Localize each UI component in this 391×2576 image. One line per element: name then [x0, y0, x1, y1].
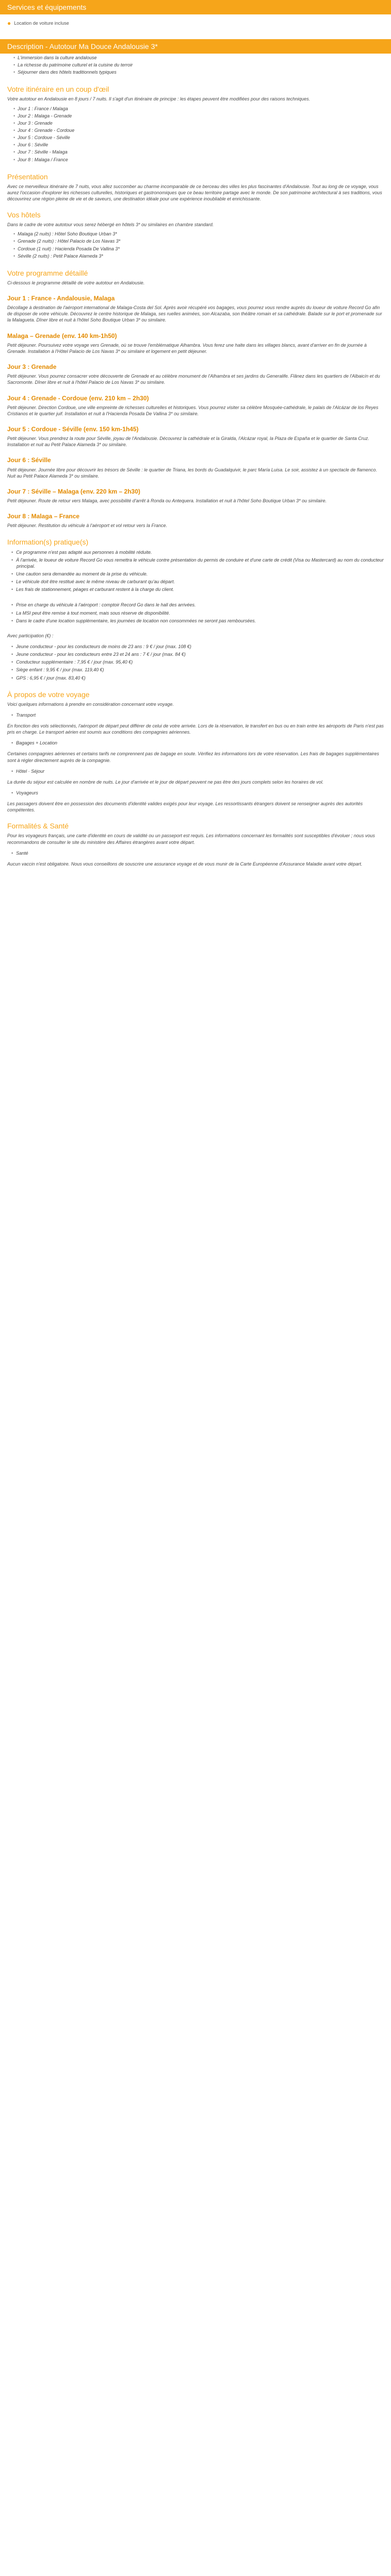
day6-title: Jour 6 : Séville [7, 456, 51, 464]
transport-label: • Transport [17, 712, 384, 718]
day3-text: Petit déjeuner. Vous pourrez consacrer votre découverte de Grenade et au célèbre monument de l'Alhambra et ses jardins du Generalife. Flânez dans les quartiers de l'Albaicín et du Sacromonte. Dîner libre et nuit à l'hôtel Palacio de Los Navas 3* ou similaire. [7, 374, 380, 385]
participation-item: • Conducteur supplémentaire : 7,95 € / jour (max. 95,40 €) [17, 659, 384, 665]
itinerary-day: • Jour 3 : Grenade [19, 120, 384, 126]
description-bullet: • La richesse du patrimoine culturel et la cuisine du terroir [19, 62, 384, 68]
bagages-text: Certaines compagnies aériennes et certains tarifs ne comprennent pas de bagage en soute. Vérifiez les informations lors de votre réservation. Les frais de bagages supplémentaires sont à régler directement auprès de la compagnie. [7, 751, 379, 763]
itinerary-day: • Jour 5 : Cordoue - Séville [19, 134, 384, 141]
day7-title: Jour 7 : Séville – Malaga (env. 220 km – 2h30) [7, 487, 140, 495]
info-title: Information(s) pratique(s) [7, 537, 89, 546]
itinerary-day: • Jour 4 : Grenade - Cordoue [19, 127, 384, 133]
day8-title: Jour 8 : Malaga – France [7, 513, 80, 520]
day2-title: Malaga – Grenade (env. 140 km-1h50) [7, 332, 117, 340]
program-title: Votre programme détaillé [7, 268, 88, 277]
location-label: Location de voiture incluse [14, 20, 69, 26]
day5-title: Jour 5 : Cordoue - Séville (env. 150 km-1h45) [7, 425, 139, 433]
presentation-title: Présentation [7, 172, 48, 181]
day7-text: Petit déjeuner. Route de retour vers Malaga, avec possibilité d'arrêt à Ronda ou Antequera. Installation et nuit à l'hôtel Soho Boutique Urban 3* ou similaire. [7, 498, 327, 504]
description-bullets [0, 54, 391, 78]
hotels-intro: Dans le cadre de votre autotour vous serez hébergé en hôtels 3* ou similaires en chambre standard. [7, 222, 214, 228]
participation-item: • GPS : 6,95 € / jour (max. 83,40 €) [17, 675, 384, 681]
info-item: • Les frais de stationnement, péages et carburant restent à la charge du client. [17, 586, 384, 592]
about-title: À propos de votre voyage [7, 690, 90, 699]
info-extra-list [0, 599, 391, 626]
day5-text: Petit déjeuner. Vous prendrez la route pour Séville, joyau de l'Andalousie. Découvrez la cathédrale et la Giralda, l'Alcázar royal, la Plaza de España et le quartier de Santa Cruz. Installation et nuit au Petit Palace Alameda 3* ou similaire. [7, 436, 369, 448]
itinerary-day: • Jour 1 : France / Malaga [19, 106, 384, 112]
page [0, 0, 391, 867]
hotel-label: • Hôtel · Séjour [17, 768, 384, 774]
info-extra-item: • Dans le cadre d'une location supplémentaire, les journées de location non consommées ne seront pas remboursées. [17, 618, 384, 624]
participation-item: • Jeune conducteur - pour les conducteurs de moins de 23 ans : 9 € / jour (max. 108 €) [17, 643, 384, 650]
program-intro: Ci-dessous le programme détaillé de votre autotour en Andalousie. [7, 280, 145, 285]
day3-title: Jour 3 : Grenade [7, 363, 57, 371]
formalites-text: Pour les voyageurs français, une carte d'identité en cours de validité ou un passeport est requis. Les informations concernant les formalités sont susceptibles d'évoluer ; nous vous recommandons de consulter le site du ministère des Affaires étrangères avant votre départ. [7, 833, 375, 845]
info-list [0, 547, 391, 596]
bagages-label: • Bagages + Location [17, 740, 384, 746]
day4-text: Petit déjeuner. Direction Cordoue, une ville empreinte de richesses culturelles et historiques. Vous pourrez visiter sa célèbre Mosquée-cathédrale, le palais de l'Alcázar de los Reyes Cristianos et le quartier juif. Installation et nuit à l'Hacienda Posada De Vallina 3* ou similaire. [7, 404, 379, 416]
itinerary-day: • Jour 2 : Malaga - Grenade [19, 113, 384, 119]
participation-list [0, 641, 391, 684]
participation-item: • Siège enfant : 9,95 € / jour (max. 119,40 €) [17, 667, 384, 673]
day4-title: Jour 4 : Grenade - Cordoue (env. 210 km – 2h30) [7, 394, 149, 402]
info-item: • Une caution sera demandée au moment de la prise du véhicule. [17, 571, 384, 577]
hotel-item: • Malaga (2 nuits) : Hôtel Soho Boutique Urban 3* [19, 231, 384, 237]
itinerary-day: • Jour 6 : Séville [19, 142, 384, 148]
participation-title: Avec participation (€) : [7, 633, 54, 638]
hotel-item: • Séville (2 nuits) : Petit Palace Alameda 3* [19, 253, 384, 259]
itinerary-day: • Jour 7 : Séville - Malaga [19, 149, 384, 155]
map-pin-icon: ● [7, 19, 11, 27]
itinerary-day: • Jour 8 : Malaga / France [19, 157, 384, 163]
day2-text: Petit déjeuner. Poursuivez votre voyage vers Grenade, où se trouve l'emblématique Alhambra. Vous ferez une halte dans les villages blancs, avant d'arriver en fin de journée à Grenade. Installation à l'Hôtel Palacio de Los Navas 3* ou similaire et logement en petit déjeuner. [7, 342, 367, 354]
presentation-text: Avec ce merveilleux itinéraire de 7 nuits, vous allez succomber au charme incomparable de ce berceau des villes les plus fascinantes d'Andalousie. Tout au long de ce voyage, vous aurez l'occasion d'explorer les richesses culturelles, historiques et gastronomiques que ce beau territoire partage avec le monde. De son patrimoine architectural à ses traditions, vous découvrirez une région pleine de vie et de saveurs, une destination idéale pour une expérience inoubliable et enrichissante. [7, 183, 382, 201]
hotel-item: • Grenade (2 nuits) : Hôtel Palacio de Los Navas 3* [19, 238, 384, 244]
day8-text: Petit déjeuner. Restitution du véhicule à l'aéroport et vol retour vers la France. [7, 523, 168, 529]
hotels-list [0, 230, 391, 262]
info-item: • À l'arrivée, le loueur de voiture Record Go vous remettra le véhicule contre présentation du permis de conduire et d'une carte de crédit (Visa ou Mastercard) au nom du conducteur principal. [17, 557, 384, 569]
transport-text: En fonction des vols sélectionnés, l'aéroport de départ peut différer de celui de votre arrivée. Lors de la réservation, le transfert en bus ou en train entre les aéroports de Paris n'est pas pris en charge. Le transport aérien est soumis aux conditions des compagnies aériennes. [7, 723, 384, 735]
day1-text: Décollage à destination de l'aéroport international de Malaga-Costa del Sol. Après avoir récupéré vos bagages, vous pourrez vous rendre auprès du loueur de voiture Record Go afin de disposer de votre véhicule. Découvrez le centre historique de Malaga, ses ruelles animées, son Alcazaba, son théâtre romain et sa cathédrale. Balade sur le port et promenade sur la Malagueta. Dîner libre et nuit à l'hôtel Soho Boutique Urban 3* ou similaire. [7, 305, 382, 323]
participation-item: • Jeune conducteur - pour les conducteurs entre 23 et 24 ans : 7 € / jour (max. 84 €) [17, 651, 384, 657]
info-extra-item: • La MSI peut être remise à tout moment, mais sous réserve de disponibilité. [17, 610, 384, 616]
info-item: • Ce programme n'est pas adapté aux personnes à mobilité réduite. [17, 549, 384, 555]
section-banner-description: Description - Autotour Ma Douce Andalousie 3* [0, 39, 391, 54]
about-intro: Voici quelques informations à prendre en considération concernant votre voyage. [7, 701, 174, 707]
description-bullet: • Séjourner dans des hôtels traditionnels typiques [19, 69, 384, 75]
day1-title: Jour 1 : France - Andalousie, Malaga [7, 294, 115, 302]
voyageurs-label: • Voyageurs [17, 790, 384, 796]
hotels-title: Vos hôtels [7, 211, 41, 219]
sante-label: • Santé [17, 850, 384, 856]
hotel-text: La durée du séjour est calculée en nombre de nuits. Le jour d'arrivée et le jour de départ peuvent ne pas être des jours complets selon les horaires de vol. [7, 779, 324, 785]
day6-text: Petit déjeuner. Journée libre pour découvrir les trésors de Séville : le quartier de Triana, les bords du Guadalquivir, le parc María Luisa. Le soir, assistez à un spectacle de flamenco. Nuit au Petit Palace Alameda 3* ou similaire. [7, 467, 377, 479]
location-row [0, 14, 391, 28]
itinerary-days [0, 105, 391, 166]
formalites-title: Formalités & Santé [7, 822, 69, 831]
sante-text: Aucun vaccin n'est obligatoire. Nous vous conseillons de souscrire une assurance voyage et de vous munir de la Carte Européenne d'Assurance Maladie avant votre départ. [7, 861, 363, 867]
about-list [0, 709, 391, 721]
itinerary-title: Votre itinéraire en un coup d'œil [7, 85, 109, 94]
itinerary-intro: Votre autotour en Andalousie en 8 jours / 7 nuits. Il s'agit d'un itinéraire de principe : les étapes peuvent être modifiées pour des raisons techniques. [7, 96, 311, 102]
voyageurs-text: Les passagers doivent être en possession des documents d'identité valides exigés pour leur voyage. Les ressortissants étrangers doivent se renseigner auprès des autorités compétentes. [7, 801, 363, 813]
section-banner-services: Services et équipements [0, 0, 391, 14]
info-item: • Le véhicule doit être restitué avec le même niveau de carburant qu'au départ. [17, 579, 384, 585]
info-extra-item: • Prise en charge du véhicule à l'aéroport : comptoir Record Go dans le hall des arrivées. [17, 602, 384, 608]
hotel-item: • Cordoue (1 nuit) : Hacienda Posada De Vallina 3* [19, 246, 384, 252]
description-bullet: • L'immersion dans la culture andalouse [19, 55, 384, 61]
